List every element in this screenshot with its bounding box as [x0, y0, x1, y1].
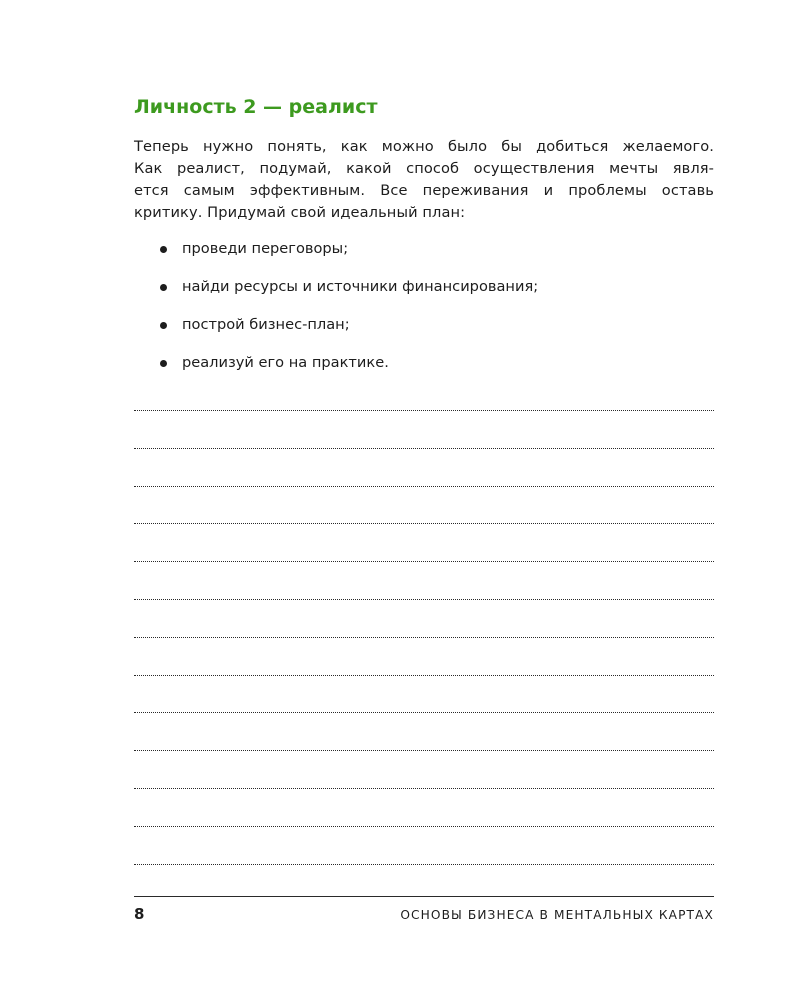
writing-line[interactable]	[134, 712, 714, 713]
writing-line[interactable]	[134, 864, 714, 865]
intro-line: критику. Придумай свой идеальный план:	[134, 204, 466, 221]
list-item-text: реализуй его на практике.	[182, 354, 389, 371]
list-item	[134, 351, 714, 389]
intro-line: Теперь нужно понять, как можно было бы добиться желаемого.	[134, 138, 714, 155]
list-item	[134, 237, 714, 275]
running-title: ОСНОВЫ БИЗНЕСА В МЕНТАЛЬНЫХ КАРТАХ	[400, 908, 714, 922]
bullet-icon	[160, 322, 167, 329]
footer-divider	[134, 896, 714, 897]
page-number: 8	[134, 905, 145, 923]
intro-line: Как реалист, подумай, какой способ осуществления мечты явля-	[134, 160, 714, 177]
intro-line: ется самым эффективным. Все переживания и проблемы оставь	[134, 182, 714, 199]
writing-line[interactable]	[134, 675, 714, 676]
section-heading: Личность 2 — реалист	[134, 96, 378, 118]
list-item	[134, 275, 714, 313]
writing-line[interactable]	[134, 448, 714, 449]
plan-list	[134, 237, 714, 389]
bullet-icon	[160, 246, 167, 253]
writing-line[interactable]	[134, 599, 714, 600]
list-item-text: построй бизнес-план;	[182, 316, 350, 333]
list-item-text: проведи переговоры;	[182, 240, 349, 257]
writing-line[interactable]	[134, 826, 714, 827]
list-item	[134, 313, 714, 351]
writing-line[interactable]	[134, 523, 714, 524]
writing-line[interactable]	[134, 750, 714, 751]
writing-line[interactable]	[134, 637, 714, 638]
writing-line[interactable]	[134, 788, 714, 789]
bullet-icon	[160, 284, 167, 291]
bullet-icon	[160, 360, 167, 367]
writing-line[interactable]	[134, 561, 714, 562]
writing-line[interactable]	[134, 486, 714, 487]
writing-line[interactable]	[134, 410, 714, 411]
intro-paragraph	[134, 136, 714, 224]
list-item-text: найди ресурсы и источники финансирования;	[182, 278, 539, 295]
